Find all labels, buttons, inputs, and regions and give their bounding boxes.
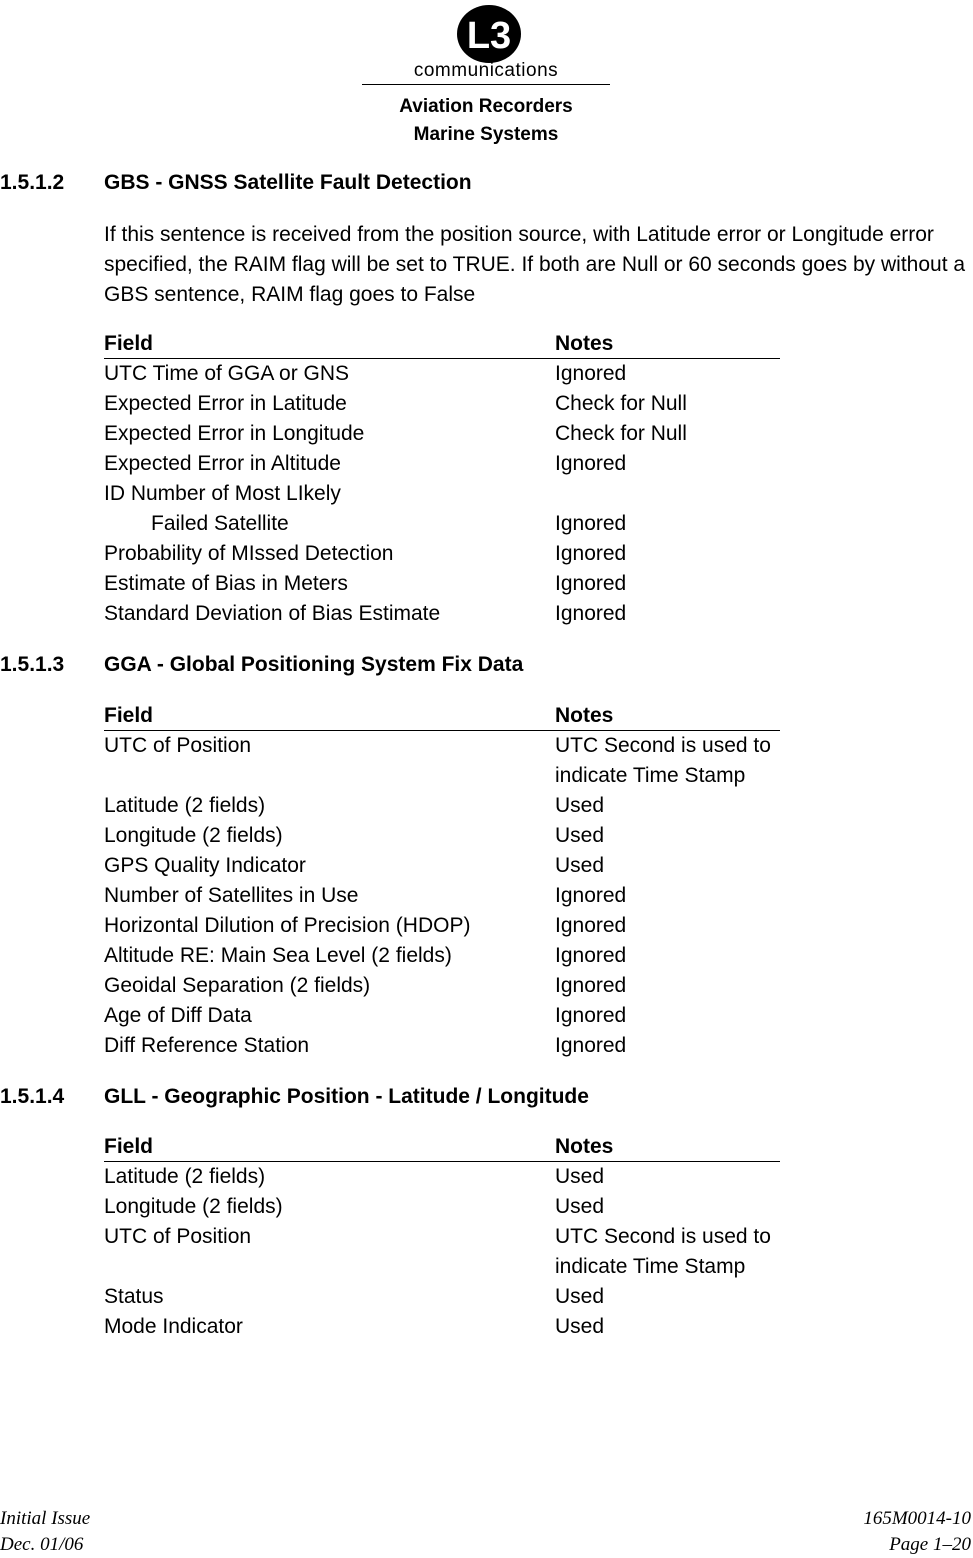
section-number: 1.5.1.2 xyxy=(0,171,65,194)
table-row xyxy=(104,479,780,509)
table-header xyxy=(104,330,780,359)
l3-logo-icon xyxy=(456,4,522,64)
table-row xyxy=(104,389,780,419)
table-row xyxy=(104,1222,780,1252)
table-row xyxy=(104,1252,780,1282)
field-name: Age of Diff Data xyxy=(104,1004,252,1027)
field-name: ID Number of Most LIkely xyxy=(104,482,341,505)
table-header xyxy=(104,1133,780,1162)
field-note: indicate Time Stamp xyxy=(555,1255,746,1278)
column-header-notes: Notes xyxy=(555,704,614,727)
field-note: Ignored xyxy=(555,1034,627,1057)
field-name: Mode Indicator xyxy=(104,1315,243,1338)
field-note: Check for Null xyxy=(555,392,687,415)
field-note: Ignored xyxy=(555,944,627,967)
column-header-notes: Notes xyxy=(555,1135,614,1158)
field-note: Ignored xyxy=(555,602,627,625)
table-row xyxy=(104,911,780,941)
table-header xyxy=(104,702,780,731)
table-row xyxy=(104,881,780,911)
section-title: GGA - Global Positioning System Fix Data xyxy=(104,653,524,676)
field-note: Check for Null xyxy=(555,422,687,445)
footer-doc-number: 165M0014-10 xyxy=(863,1508,971,1529)
table-row xyxy=(104,851,780,881)
field-name: Expected Error in Longitude xyxy=(104,422,365,445)
field-name: Estimate of Bias in Meters xyxy=(104,572,348,595)
table-row xyxy=(104,1192,780,1222)
section-number: 1.5.1.4 xyxy=(0,1085,65,1108)
table-row xyxy=(104,971,780,1001)
header-rule xyxy=(362,84,610,85)
column-header-field: Field xyxy=(104,332,154,355)
table-row xyxy=(104,1001,780,1031)
field-note: Ignored xyxy=(555,452,627,475)
table-row xyxy=(104,599,780,629)
field-name: Number of Satellites in Use xyxy=(104,884,359,907)
field-note: Ignored xyxy=(555,974,627,997)
footer-date: Dec. 01/06 xyxy=(0,1534,84,1555)
field-note: Used xyxy=(555,794,605,817)
field-note: Ignored xyxy=(555,884,627,907)
table-row xyxy=(104,821,780,851)
table-row xyxy=(104,1031,780,1061)
field-note: Used xyxy=(555,1285,605,1308)
field-name: Expected Error in Latitude xyxy=(104,392,347,415)
table-row xyxy=(104,1312,780,1342)
table-row xyxy=(104,359,780,389)
page-header xyxy=(0,0,973,150)
table-row xyxy=(104,509,780,539)
field-name: Longitude (2 fields) xyxy=(104,824,283,847)
field-name: Failed Satellite xyxy=(151,512,289,535)
section-paragraph: If this sentence is received from the position source, with Latitude error or Longitude error specified, the RAIM flag will be set to TRUE. If both are Null or 60 seconds goes by without a GBS sentence, RAIM flag goes to False xyxy=(104,223,966,306)
footer-left xyxy=(0,1506,90,1558)
field-name: Expected Error in Altitude xyxy=(104,452,341,475)
footer-page-number: Page 1–20 xyxy=(889,1534,971,1555)
field-note: Ignored xyxy=(555,914,627,937)
field-name: Standard Deviation of Bias Estimate xyxy=(104,602,441,625)
column-header-notes: Notes xyxy=(555,332,614,355)
gll-field-table xyxy=(104,1133,780,1342)
table-row xyxy=(104,791,780,821)
field-name: GPS Quality Indicator xyxy=(104,854,306,877)
logo-glyph: L3 xyxy=(466,15,512,57)
field-name: Status xyxy=(104,1285,164,1308)
column-header-field: Field xyxy=(104,1135,154,1158)
column-header-field: Field xyxy=(104,704,154,727)
header-line-aviation: Aviation Recorders xyxy=(399,96,573,117)
table-row xyxy=(104,1282,780,1312)
table-row xyxy=(104,1162,780,1192)
logo-wordmark: communications xyxy=(413,60,559,81)
field-note: UTC Second is used to xyxy=(555,1225,771,1248)
gga-field-table xyxy=(104,702,780,1061)
section-title: GLL - Geographic Position - Latitude / Longitude xyxy=(104,1085,589,1108)
field-note: Used xyxy=(555,1195,605,1218)
field-name: Latitude (2 fields) xyxy=(104,794,266,817)
field-note: Ignored xyxy=(555,1004,627,1027)
field-name: UTC of Position xyxy=(104,734,252,757)
table-row xyxy=(104,539,780,569)
table-row xyxy=(104,941,780,971)
field-name: Probability of MIssed Detection xyxy=(104,542,394,565)
table-row xyxy=(104,761,780,791)
table-row xyxy=(104,731,780,761)
field-note: Ignored xyxy=(555,512,627,535)
field-note xyxy=(555,479,855,509)
field-name: UTC of Position xyxy=(104,1225,252,1248)
field-note: UTC Second is used to xyxy=(555,734,771,757)
field-name: Altitude RE: Main Sea Level (2 fields) xyxy=(104,944,452,967)
field-note: Used xyxy=(555,854,605,877)
gbs-field-table xyxy=(104,330,780,629)
field-note: Used xyxy=(555,1315,605,1338)
section-title: GBS - GNSS Satellite Fault Detection xyxy=(104,171,472,194)
table-row xyxy=(104,569,780,599)
field-name: Horizontal Dilution of Precision (HDOP) xyxy=(104,914,471,937)
header-line-marine: Marine Systems xyxy=(413,124,559,145)
field-note: indicate Time Stamp xyxy=(555,764,746,787)
field-name: UTC Time of GGA or GNS xyxy=(104,362,350,385)
field-name: Diff Reference Station xyxy=(104,1034,310,1057)
field-name: Longitude (2 fields) xyxy=(104,1195,283,1218)
section-number: 1.5.1.3 xyxy=(0,653,65,676)
table-row xyxy=(104,449,780,479)
table-row xyxy=(104,419,780,449)
field-note: Ignored xyxy=(555,572,627,595)
field-note: Ignored xyxy=(555,542,627,565)
field-note: Used xyxy=(555,824,605,847)
field-name: Latitude (2 fields) xyxy=(104,1165,266,1188)
field-note: Ignored xyxy=(555,362,627,385)
field-note: Used xyxy=(555,1165,605,1188)
footer-issue: Initial Issue xyxy=(0,1508,91,1529)
field-name: Geoidal Separation (2 fields) xyxy=(104,974,371,997)
footer-right xyxy=(863,1506,971,1558)
